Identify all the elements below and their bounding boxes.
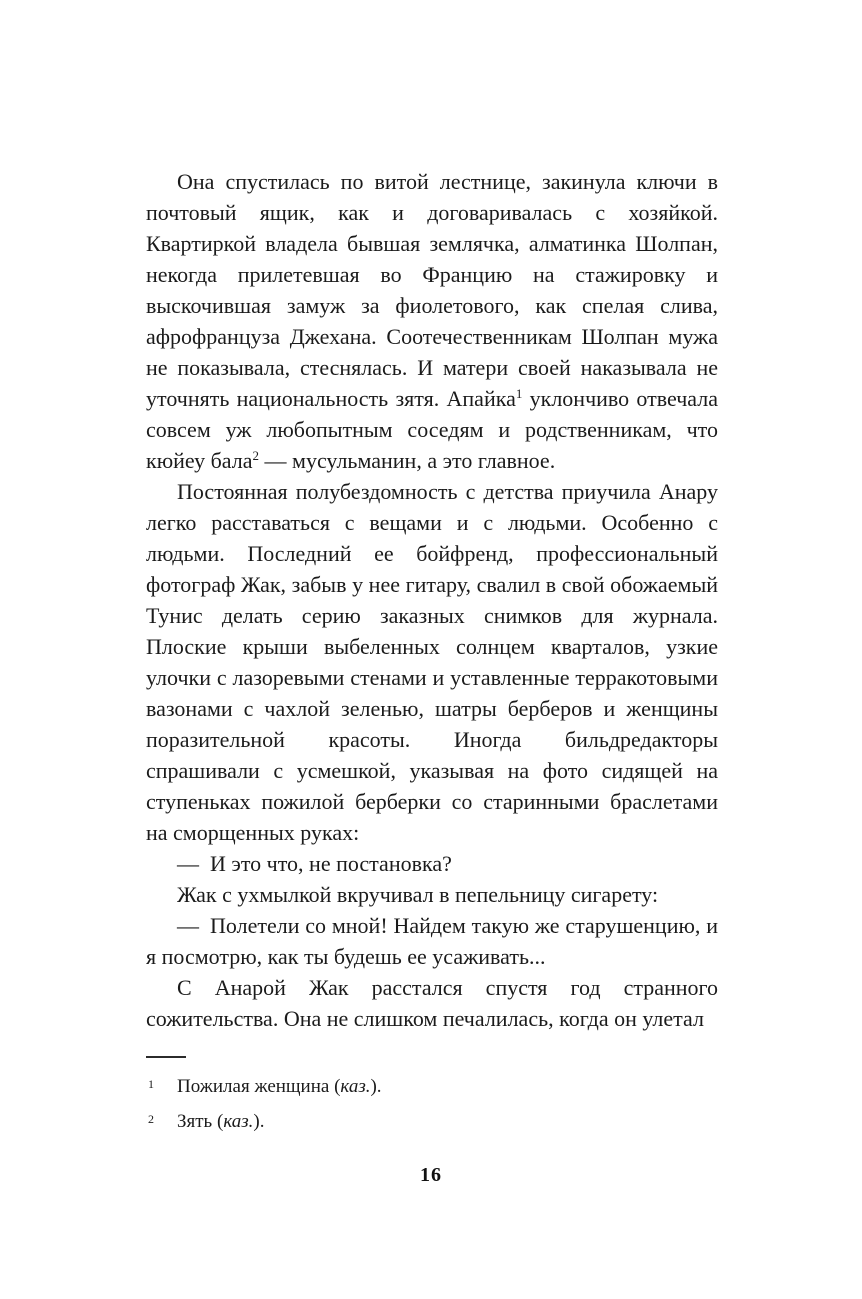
- footnote-marker-1: 1: [515, 386, 523, 401]
- footnote-1: [146, 1074, 718, 1100]
- paragraph: [146, 476, 718, 848]
- main-text-block: [146, 166, 718, 1034]
- paragraph: [146, 166, 718, 476]
- paragraph-text: уклончиво отвечала совсем уж любопытным соседям и родственникам, что кюйеу бала: [146, 386, 718, 473]
- footnote-text: Зять (: [177, 1111, 224, 1132]
- footnote-language-label: каз.: [223, 1111, 254, 1132]
- paragraph-dialogue: [146, 848, 718, 879]
- paragraph-text: — И это что, не постановка?: [177, 851, 452, 876]
- footnote-text: ).: [370, 1076, 382, 1097]
- paragraph-text: Она спустилась по витой лестнице, закинула ключи в почтовый ящик, как и договаривалась с хозяйкой. Квартиркой владела бывшая землячка, алматинка Шолпан, некогда прилетевшая во Францию на стажировку и выскочившая замуж за фиолетового, как спелая слива, афрофранцуза Джехана. Соотечественникам Шолпан мужа не показывала, стеснялась. И матери своей наказывала не уточнять национальность зятя. Апайка: [146, 169, 718, 411]
- footnote-separator-rule: [146, 1056, 186, 1058]
- paragraph-text: Жак с ухмылкой вкручивал в пепельницу сигарету:: [177, 882, 659, 907]
- footnote-number: 1: [148, 1077, 154, 1091]
- paragraph: [146, 972, 718, 1034]
- footnote-text: Пожилая женщина (: [177, 1076, 341, 1097]
- footnote-text: ).: [253, 1111, 265, 1132]
- paragraph: [146, 879, 718, 910]
- paragraph-text: Постоянная полубездомность с детства приучила Анару легко расставаться с вещами и с людьми. Особенно с людьми. Последний ее бойфренд, профессиональный фотограф Жак, забыв у нее гитару, свалил в свой обожаемый Тунис делать серию заказных снимков для журнала. Плоские крыши выбеленных солнцем кварталов, узкие улочки с лазоревыми стенами и уставленные терракотовыми вазонами с чахлой зеленью, шатры берберов и женщины поразительной красоты. Иногда бильдредакторы спрашивали с усмешкой, указывая на фото сидящей на ступеньках пожилой берберки со старинными браслетами на сморщенных руках:: [146, 479, 718, 845]
- footnote-language-label: каз.: [340, 1076, 371, 1097]
- footnote-2: [146, 1109, 718, 1135]
- paragraph-text: — мусульманин, а это главное.: [259, 448, 556, 473]
- footnotes-section: [146, 1056, 718, 1144]
- footnote-marker-2: 2: [252, 448, 260, 463]
- paragraph-text: — Полетели со мной! Найдем такую же старушенцию, и я посмотрю, как ты будешь ее усаживать...: [146, 913, 718, 969]
- paragraph-text: С Анарой Жак расстался спустя год странного сожительства. Она не слишком печалилась, когда он улетал: [146, 975, 718, 1031]
- page-number: 16: [420, 1164, 442, 1186]
- footnote-number: 2: [148, 1112, 154, 1126]
- paragraph-dialogue: [146, 910, 718, 972]
